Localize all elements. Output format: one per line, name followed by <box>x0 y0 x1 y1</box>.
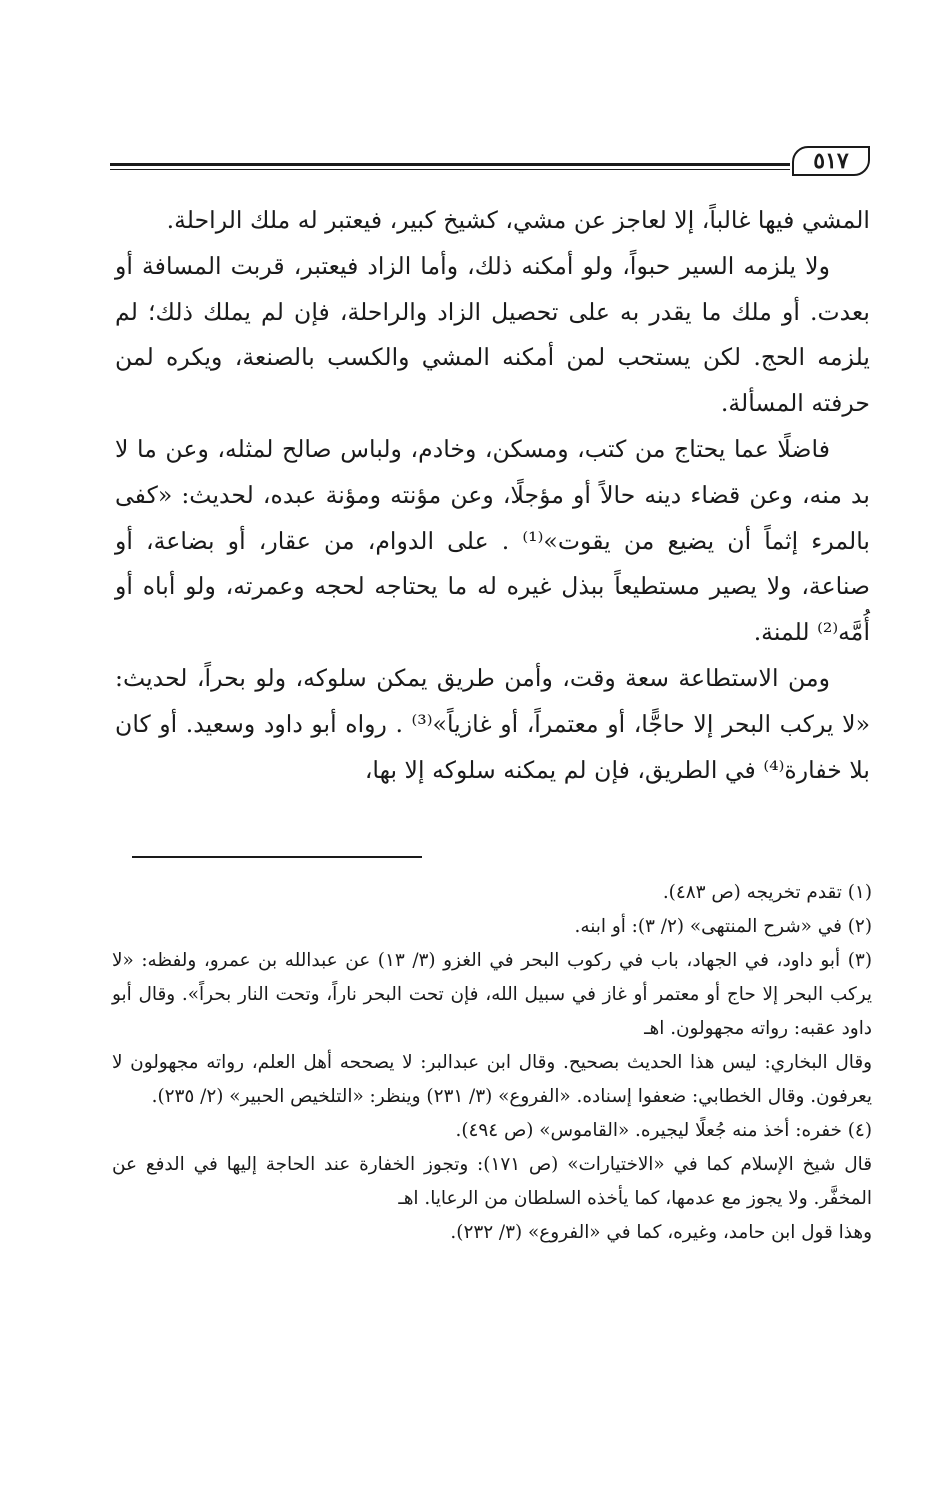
paragraph: المشي فيها غالباً، إلا لعاجز عن مشي، كشيخ كبير، فيعتبر له ملك الراحلة. <box>166 206 870 234</box>
header-rule-thin <box>110 169 790 170</box>
footnote: (٢) في «شرح المنتهى» (٢/ ٣): أو ابنه. <box>574 916 872 937</box>
footnote-continuation: قال شيخ الإسلام كما في «الاختيارات» (ص ١٧١): وتجوز الخفارة عند الحاجة إليها في الدفع عن المخفَّر. ولا يجوز مع عدمها، كما يأخذه السلطان من الرعايا. اهـ <box>112 1154 872 1209</box>
paragraph: ومن الاستطاعة سعة وقت، وأمن طريق يمكن سلوكه، ولو بحراً، لحديث: «لا يركب البحر إلا حاجًّا، أو معتمراً، أو غازياً»⁽³⁾ . رواه أبو داود وسعيد. أو كان بلا خفارة⁽⁴⁾ في الطريق، فإن لم يمكنه سلوكه إلا بها، <box>115 663 871 784</box>
page-header <box>110 146 880 180</box>
footnote-separator <box>132 856 422 858</box>
footnote: (٣) أبو داود، في الجهاد، باب في ركوب البحر في الغزو (٣/ ١٣) عن عبدالله بن عمرو، ولفظه: «لا يركب البحر إلا حاج أو معتمر أو غاز في سبيل الله، فإن تحت البحر ناراً، وتحت النار بحراً». وقال أبو داود عقبه: رواته مجهولون. اهـ <box>112 950 872 1039</box>
footnote-continuation: وهذا قول ابن حامد، وغيره، كما في «الفروع» (٣/ ٢٣٢). <box>450 1222 872 1243</box>
footnotes <box>112 856 872 1250</box>
footnote: (٤) خفره: أخذ منه جُعلًا ليجيره. «القاموس» (ص ٤٩٤). <box>455 1120 872 1141</box>
main-text <box>115 198 870 793</box>
header-rule-thick <box>110 163 790 166</box>
page-number: ٥١٧ <box>792 146 870 176</box>
paragraph: فاضلًا عما يحتاج من كتب، ومسكن، وخادم، ولباس صالح لمثله، وعن ما لا بد منه، وعن قضاء دينه حالاً أو مؤجلًا، وعن مؤنته ومؤنة عبده، لحديث: «كفى بالمرء إثماً أن يضيع من يقوت»⁽¹⁾ . على الدوام، من عقار، أو بضاعة، أو صناعة، ولا يصير مستطيعاً ببذل غيره له ما يحتاجه لحجه وعمرته، ولو أباه أو أُمَّه⁽²⁾ للمنة. <box>115 434 870 647</box>
footnote-continuation: وقال البخاري: ليس هذا الحديث بصحيح. وقال ابن عبدالبر: لا يصححه أهل العلم، رواته مجهولون لا يعرفون. وقال الخطابي: ضعفوا إسناده. «الفروع» (٣/ ٢٣١) وينظر: «التلخيص الحبير» (٢/ ٢٣٥). <box>112 1052 872 1107</box>
footnote: (١) تقدم تخريجه (ص ٤٨٣). <box>662 882 872 903</box>
paragraph: ولا يلزمه السير حبواً، ولو أمكنه ذلك، وأما الزاد فيعتبر، قربت المسافة أو بعدت. أو ملك ما يقدر به على تحصيل الزاد والراحلة، فإن لم يملك ذلك؛ لم يلزمه الحج. لكن يستحب لمن أمكنه المشي والكسب بالصنعة، ويكره لمن حرفته المسألة. <box>115 251 870 418</box>
